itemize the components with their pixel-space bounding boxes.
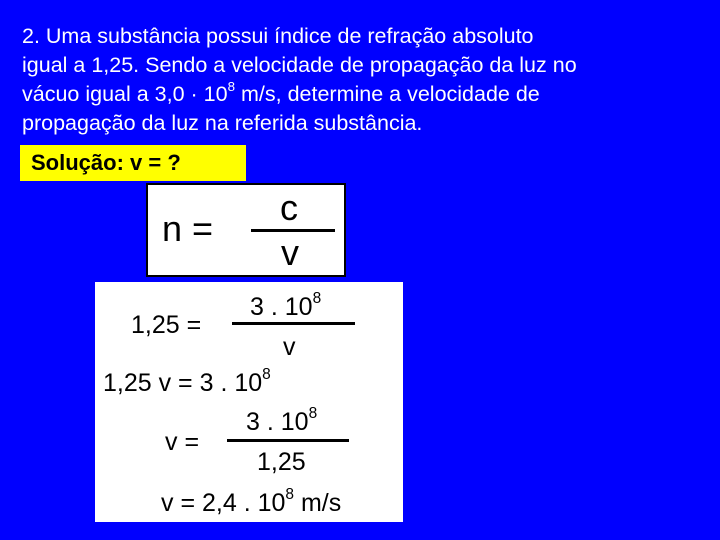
step2-exponent: 8 xyxy=(262,366,271,384)
problem-line-3-end: m/s, determine a velocidade de xyxy=(235,82,540,106)
formula-numerator: c xyxy=(280,187,298,228)
result-equation xyxy=(161,488,341,518)
step2-base: 1,25 v = 3 . 10 xyxy=(103,369,263,397)
problem-line-4: propagação da luz na referida substância. xyxy=(22,111,423,135)
problem-line-3 xyxy=(22,80,712,109)
problem-exponent: 8 xyxy=(227,78,236,94)
result-unit: m/s xyxy=(294,489,342,517)
result-exponent: 8 xyxy=(285,486,295,504)
step3-exponent: 8 xyxy=(308,405,318,423)
solution-steps xyxy=(95,282,403,522)
formula-lhs: n = xyxy=(162,208,214,249)
step1-lhs: 1,25 = xyxy=(131,311,202,339)
step3-numerator xyxy=(246,407,317,437)
step3-numerator-base: 3 . 10 xyxy=(246,408,309,436)
result-base: v = 2,4 . 10 xyxy=(161,489,286,517)
problem-line-2: igual a 1,25. Sendo a velocidade de propagação da luz no xyxy=(22,53,577,77)
step2-equation xyxy=(103,368,271,398)
step1-denominator: v xyxy=(283,333,296,361)
problem-statement xyxy=(22,22,712,138)
solution-label: Solução: v = ? xyxy=(20,145,246,181)
step1-numerator xyxy=(250,292,321,322)
step3-denominator: 1,25 xyxy=(257,448,306,476)
refractive-index-formula xyxy=(146,183,346,277)
formula-denominator: v xyxy=(281,232,299,273)
step3-lhs: v = xyxy=(165,428,200,456)
problem-line-3-start: vácuo igual a 3,0 · 10 xyxy=(22,82,228,106)
step1-numerator-base: 3 . 10 xyxy=(250,293,313,321)
problem-line-1: 2. Uma substância possui índice de refração absoluto xyxy=(22,24,534,48)
step3-fraction-bar xyxy=(227,439,349,442)
step1-exponent: 8 xyxy=(312,290,322,308)
step1-fraction-bar xyxy=(232,322,355,325)
